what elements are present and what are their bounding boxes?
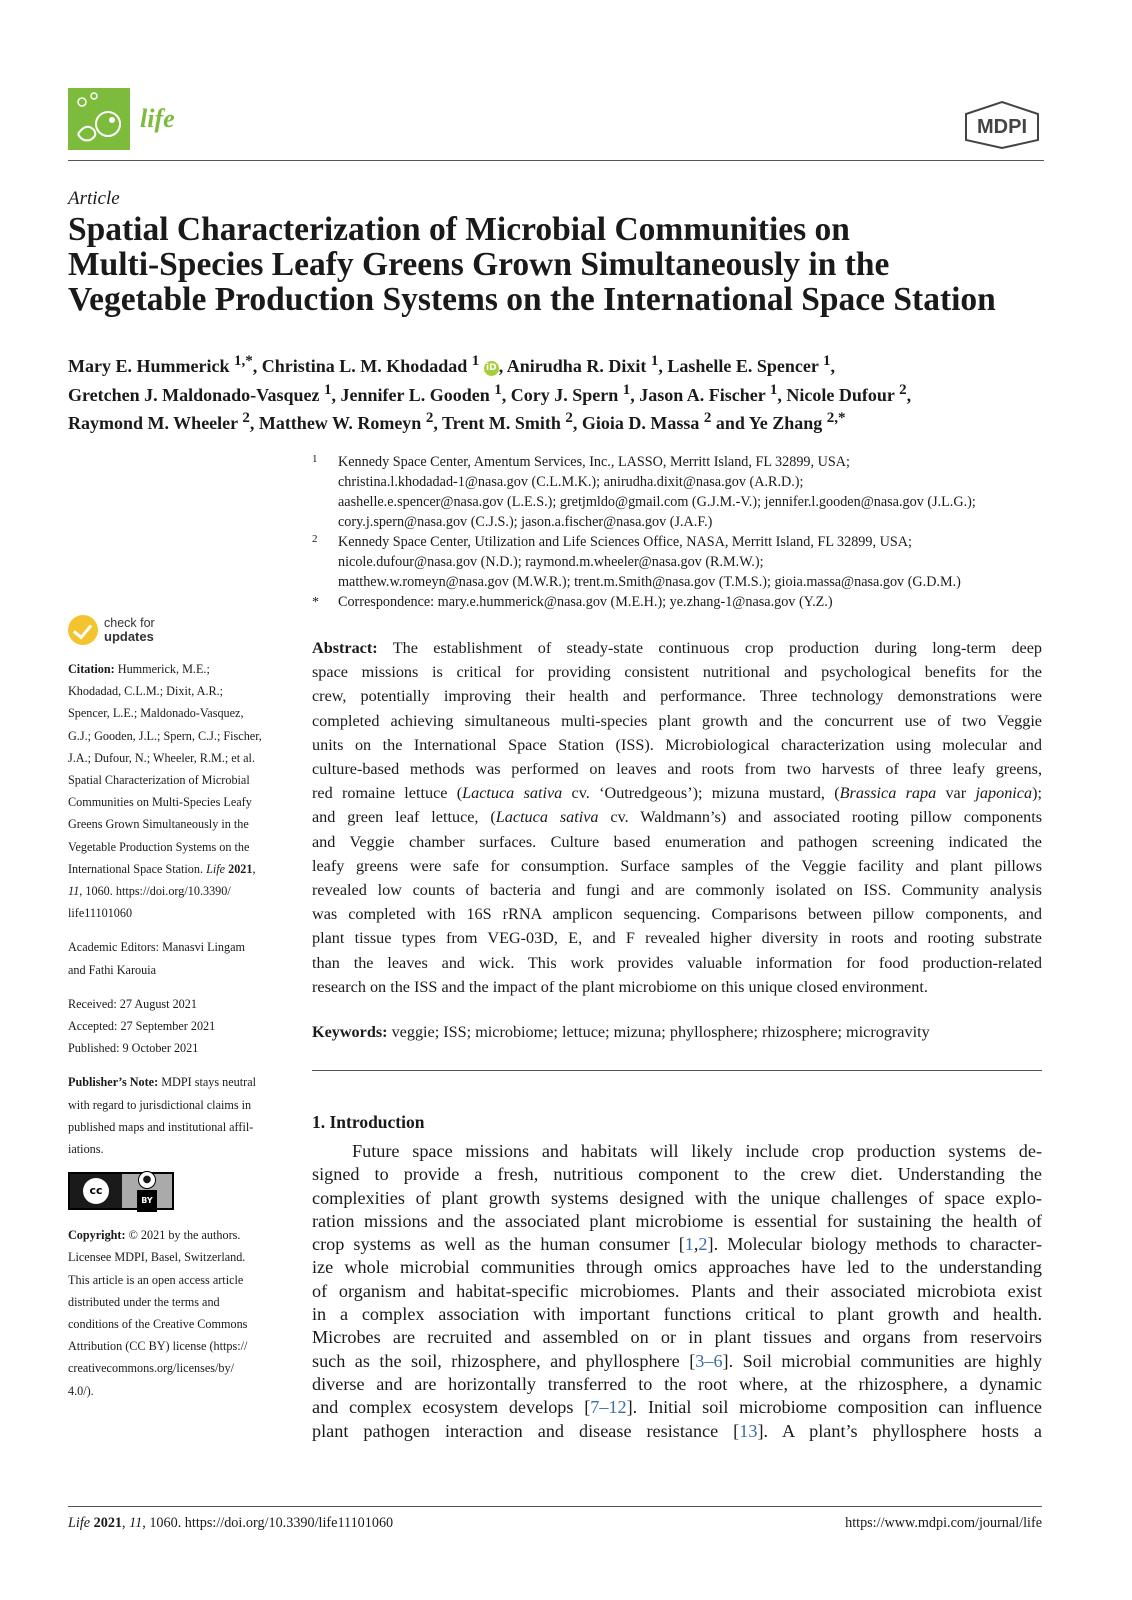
section-heading: 1. Introduction <box>312 1112 425 1132</box>
publisher-note: Publisher’s Note: MDPI stays neutral with regard to jurisdictional claims in published maps and institutional affil- iations. <box>68 1075 256 1157</box>
author-line: Raymond M. Wheeler $^2$, Matthew W. Romeyn $^2$, Trent M. Smith $^2$, Gioia D. Massa $^2$ and Ye Zhang $^{2,*}$ <box>68 410 846 433</box>
citation-link[interactable]: 3–6 <box>695 1350 723 1371</box>
author-line: Mary E. Hummerick $^{1,*}$, Christina L. M. Khodadad $^1$ iD , Anirudha R. Dixit $^1$, Lashelle E. Spencer $^1$, <box>68 353 835 376</box>
citation-link[interactable]: 1 <box>684 1234 694 1255</box>
publisher-logo <box>962 100 1042 150</box>
check-for-updates-button[interactable]: check for updates <box>68 614 290 646</box>
affiliation-1: 1 Kennedy Space Center, Amentum Services, Inc., LASSO, Merritt Island, FL 32899, USA; christina.l.khodadad-1@nasa.gov (C.L.M.K.); anirudha.dixit@nasa.gov (A.R.D.); aashelle.e.spencer@nasa.gov (L.E.S.); gretjmldo@gmail.com (G.J.M.-V.); jennifer.l.gooden@nasa.gov (J.L.G.); cory.j.spern@nasa.gov (C.J.S.); jason.a.fischer@nasa.gov (J.A.F.) <box>312 453 976 530</box>
copyright: Copyright: © 2021 by the authors. Licensee MDPI, Basel, Switzerland. This article is an open access article distributed under the terms and conditions of the Creative Commons Attribution (CC BY) license (https:// creativecommons.org/licenses/by/ 4.0/). <box>68 1224 290 1402</box>
article-type: Article <box>68 188 120 209</box>
article-title <box>68 212 1058 317</box>
journal-name: life <box>140 104 175 133</box>
citation-link[interactable]: 2 <box>698 1234 708 1255</box>
title-line: Spatial Characterization of Microbial Communities on <box>68 211 850 248</box>
introduction-body: Future space missions and habitats will likely include crop production systems de- signed to provide a fresh, nutritious component to the crew diet. Understanding the complexities of plant growth systems designed with the unique challenges of space explo- ration missions and the associated plant microbiome is essential for sustaining the health of crop systems as well as the human consumer [1,2]. Molecular biology methods to character- ize whole microbial communities through omics approaches have led to the understanding of organism and habitat-specific microbiomes. Plants and their associated microbiota exist in a complex association with important functions critical to plant growth and health. Microbes are recruited and assembled on or in plant tissues and organs from reservoirs such as the soil, rhizosphere, and phyllosphere [3–6]. Soil microbial communities are highly diverse and are horizontally transferred to the root where, at the rhizosphere, a dynamic and complex ecosystem develops [7–12]. Initial soil microbiome composition can influence plant pathogen interaction and disease resistance [13]. A plant’s phyllosphere hosts a <box>312 1141 1043 1441</box>
author-list <box>68 350 1058 436</box>
person-icon: ● <box>138 1171 156 1189</box>
svg-text:MDPI: MDPI <box>977 116 1027 138</box>
sidebar <box>68 614 290 1402</box>
correspondence: * Correspondence: mary.e.hummerick@nasa.gov (M.E.H.); ye.zhang-1@nasa.gov (Y.Z.) <box>312 594 833 610</box>
footer-citation[interactable]: Life 2021, 11, 1060. https://doi.org/10.3390/life11101060 <box>68 1515 394 1531</box>
orcid-icon[interactable]: iD <box>484 361 499 376</box>
author-line: Gretchen J. Maldonado-Vasquez $^1$, Jennifer L. Gooden $^1$, Cory J. Spern $^1$, Jason A. Fischer $^1$, Nicole Dufour $^2$, <box>68 381 912 405</box>
title-line: Vegetable Production Systems on the International Space Station <box>68 281 996 318</box>
title-line: Multi-Species Leafy Greens Grown Simultaneously in the <box>68 246 890 283</box>
header-rule <box>68 160 1044 161</box>
journal-logo <box>68 88 130 150</box>
check-icon <box>68 615 98 645</box>
affiliations <box>312 452 1052 612</box>
affiliation-2: 2 Kennedy Space Center, Utilization and Life Sciences Office, NASA, Merritt Island, FL 32899, USA; nicole.dufour@nasa.gov (N.D.); raymond.m.wheeler@nasa.gov (R.M.W.); matthew.w.romeyn@nasa.gov (M.W.R.); trent.m.Smith@nasa.gov (T.M.S.); gioia.massa@nasa.gov (G.D.M.) <box>312 533 961 590</box>
footer-journal-url[interactable]: https://www.mdpi.com/journal/life <box>845 1515 1042 1531</box>
license-link[interactable]: Attribution (CC BY) license (https:// <box>68 1339 248 1354</box>
citation-link[interactable]: 13 <box>739 1420 758 1441</box>
footer-rule <box>68 1506 1042 1507</box>
citation-link[interactable]: 7–12 <box>590 1397 627 1418</box>
abstract: Abstract: The establishment of steady-state continuous crop production during long-term deep space missions is critical for providing consistent nutritional and psychological benefits for the crew, potentially improving their health and performance. Three technology demonstrations were completed achieving simultaneous multi-species plant growth and the concurrent use of two Veggie units on the International Space Station (ISS). Microbiological characterization using molecular and culture-based methods was performed on leaves and roots from two harvests of three leafy greens, red romaine lettuce (Lactuca sativa cv. ‘Outredgeous’); mizuna mustard, (Brassica rapa var japonica); and green leaf lettuce, (Lactuca sativa cv. Waldmann’s) and associated rooting pillow components and Veggie chamber surfaces. Culture based enumeration and pathogen screening indicated the leafy greens were safe for consumption. Surface samples of the Veggie facility and plant pillows revealed low counts of bacteria and fungi and are commonly isolated on ISS. Community analysis was completed with 16S rRNA amplicon sequencing. Comparisons between pillow components, and plant tissue types from VEG-03D, E, and F revealed higher diversity in roots and rooting substrate than the leaves and wick. This work provides valuable information for food production-related research on the ISS and the impact of the plant microbiome on this unique closed environment. <box>312 639 1042 996</box>
academic-editors: Academic Editors: Manasvi Lingam and Fathi Karouia <box>68 940 246 977</box>
section-rule <box>312 1070 1042 1071</box>
citation-doi-link[interactable]: , 1060. https://doi.org/10.3390/ <box>79 884 231 899</box>
keywords: Keywords: veggie; ISS; microbiome; lettuce; mizuna; phyllosphere; rhizosphere; microgravity <box>312 1023 930 1041</box>
dates: Received: 27 August 2021 Accepted: 27 September 2021 Published: 9 October 2021 <box>68 996 216 1056</box>
cc-by-license-icon[interactable]: cc ● BY <box>68 1172 174 1210</box>
citation: Citation: Hummerick, M.E.; Khodadad, C.L.M.; Dixit, A.R.; Spencer, L.E.; Maldonado-Vasquez, G.J.; Gooden, J.L.; Spern, C.J.; Fischer, J.A.; Dufour, N.; Wheeler, R.M.; et al. Spatial Characterization of Microbial Communities on Multi-Species Leafy Greens Grown Simultaneously in the Vegetable Production Systems on the International Space Station. Life 2021, 11, 1060. https://doi.org/10.3390/ life11101060 <box>68 662 262 921</box>
